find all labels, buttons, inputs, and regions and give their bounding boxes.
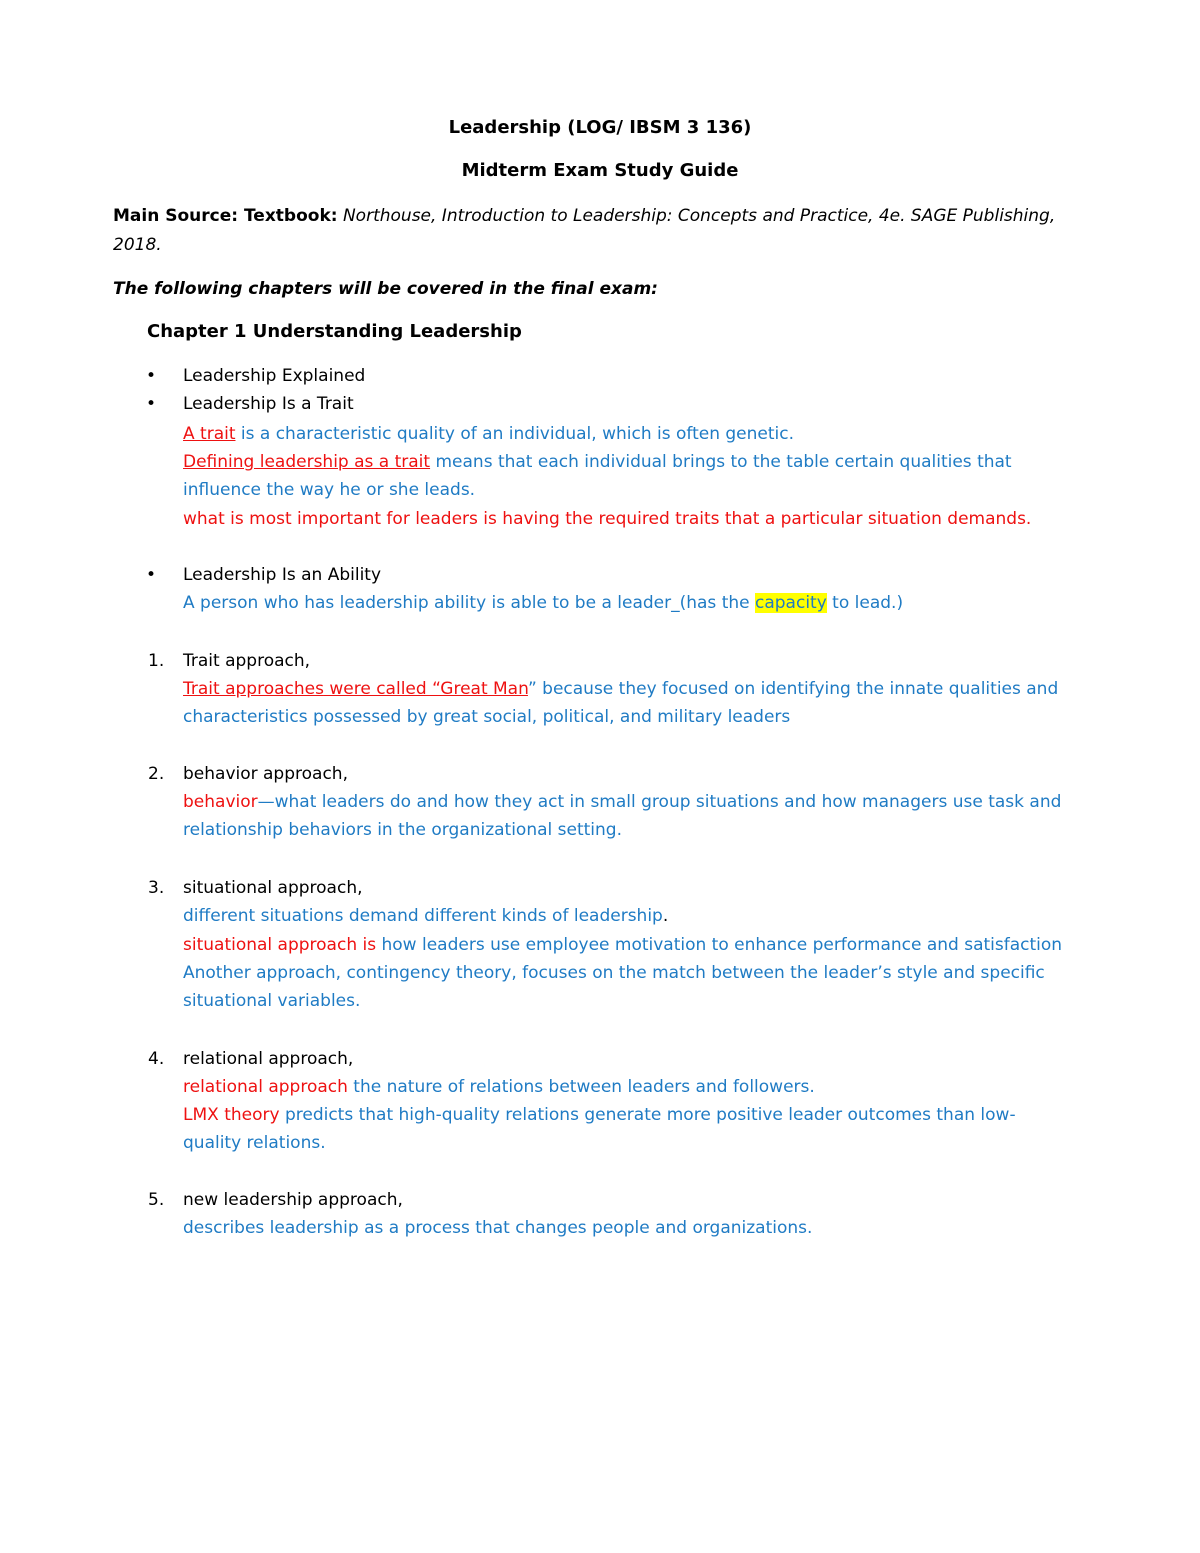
situational-line-2 (183, 934, 1062, 956)
document-subtitle: Midterm Exam Study Guide (461, 160, 739, 181)
list-number: 1. (148, 651, 165, 671)
relational-line-2 (183, 1104, 1016, 1126)
trait-definition: is a characteristic quality of an individual, which is often genetic. (235, 424, 795, 444)
approach-title-relational: relational approach, (183, 1049, 354, 1069)
bullet-icon: • (146, 394, 157, 414)
behavior-line-2: relationship behaviors in the organizational setting. (183, 820, 622, 840)
term-a-trait: A trait (183, 424, 236, 444)
situational-line-4: situational variables. (183, 991, 361, 1011)
term-great-man: were called “Great Man (323, 679, 528, 699)
ability-note (183, 592, 903, 614)
term-trait-approaches: Trait approaches (183, 679, 324, 699)
new-leadership-line-1: describes leadership as a process that changes people and organizations. (183, 1218, 813, 1238)
relational-line-1 (183, 1076, 815, 1098)
situational-text: different situations demand different kinds of leadership (183, 906, 663, 926)
term-behavior: behavior (183, 792, 258, 812)
situational-line-3: Another approach, contingency theory, focuses on the match between the leader’s style and specific (183, 963, 1045, 983)
list-number: 3. (148, 878, 165, 898)
lmx-text: predicts that high-quality relations generate more positive leader outcomes than low- (279, 1105, 1016, 1125)
situational-line-1 (183, 905, 668, 927)
trait-approach-line-2: characteristics possessed by great social, political, and military leaders (183, 707, 791, 727)
approach-title-trait: Trait approach, (183, 651, 311, 671)
chapters-intro: The following chapters will be covered in the final exam: (113, 279, 658, 299)
behavior-text: —what leaders do and how they act in small group situations and how managers use task and (257, 792, 1062, 812)
bullet-leadership-trait: Leadership Is a Trait (183, 394, 354, 414)
term-defining-leadership: Defining leadership as a trait (183, 452, 431, 472)
trait-approach-line-1 (183, 678, 1058, 700)
source-year: 2018. (113, 235, 162, 255)
period: . (662, 906, 669, 926)
bullet-leadership-explained: Leadership Explained (183, 366, 366, 386)
source-text: Northouse, Introduction to Leadership: Concepts and Practice, 4e. SAGE Publishing, (337, 206, 1056, 226)
term-situational-approach: situational approach is (183, 935, 377, 955)
term-lmx-theory: LMX theory (183, 1105, 280, 1125)
situational-definition: how leaders use employee motivation to enhance performance and satisfaction (376, 935, 1063, 955)
trait-approach-text: ” because they focused on identifying the innate qualities and (527, 679, 1059, 699)
source-line (113, 205, 1055, 227)
relational-text: the nature of relations between leaders and followers. (347, 1077, 815, 1097)
trait-note-line-1 (183, 423, 794, 445)
bullet-icon: • (146, 366, 157, 386)
chapter-title: Chapter 1 Understanding Leadership (147, 321, 522, 342)
trait-note-line-3: influence the way he or she leads. (183, 480, 476, 500)
highlight-capacity: capacity (755, 593, 827, 613)
trait-explanation: means that each individual brings to the table certain qualities that (430, 452, 1012, 472)
trait-note-line-2 (183, 451, 1012, 473)
relational-line-3: quality relations. (183, 1133, 326, 1153)
bullet-icon: • (146, 565, 157, 585)
approach-title-behavior: behavior approach, (183, 764, 348, 784)
source-label: Main Source: Textbook: (113, 206, 338, 226)
list-number: 2. (148, 764, 165, 784)
ability-text: A person who has leadership ability is able to be a leader_(has the (183, 593, 755, 613)
bullet-leadership-ability: Leadership Is an Ability (183, 565, 382, 585)
document-title: Leadership (LOG/ IBSM 3 136) (448, 117, 752, 138)
behavior-line-1 (183, 791, 1061, 813)
list-number: 4. (148, 1049, 165, 1069)
ability-text-end: to lead.) (826, 593, 904, 613)
list-number: 5. (148, 1190, 165, 1210)
approach-title-new-leadership: new leadership approach, (183, 1190, 403, 1210)
term-relational-approach: relational approach (183, 1077, 348, 1097)
trait-note-line-4: what is most important for leaders is having the required traits that a particular situation demands. (183, 509, 1032, 529)
approach-title-situational: situational approach, (183, 878, 363, 898)
